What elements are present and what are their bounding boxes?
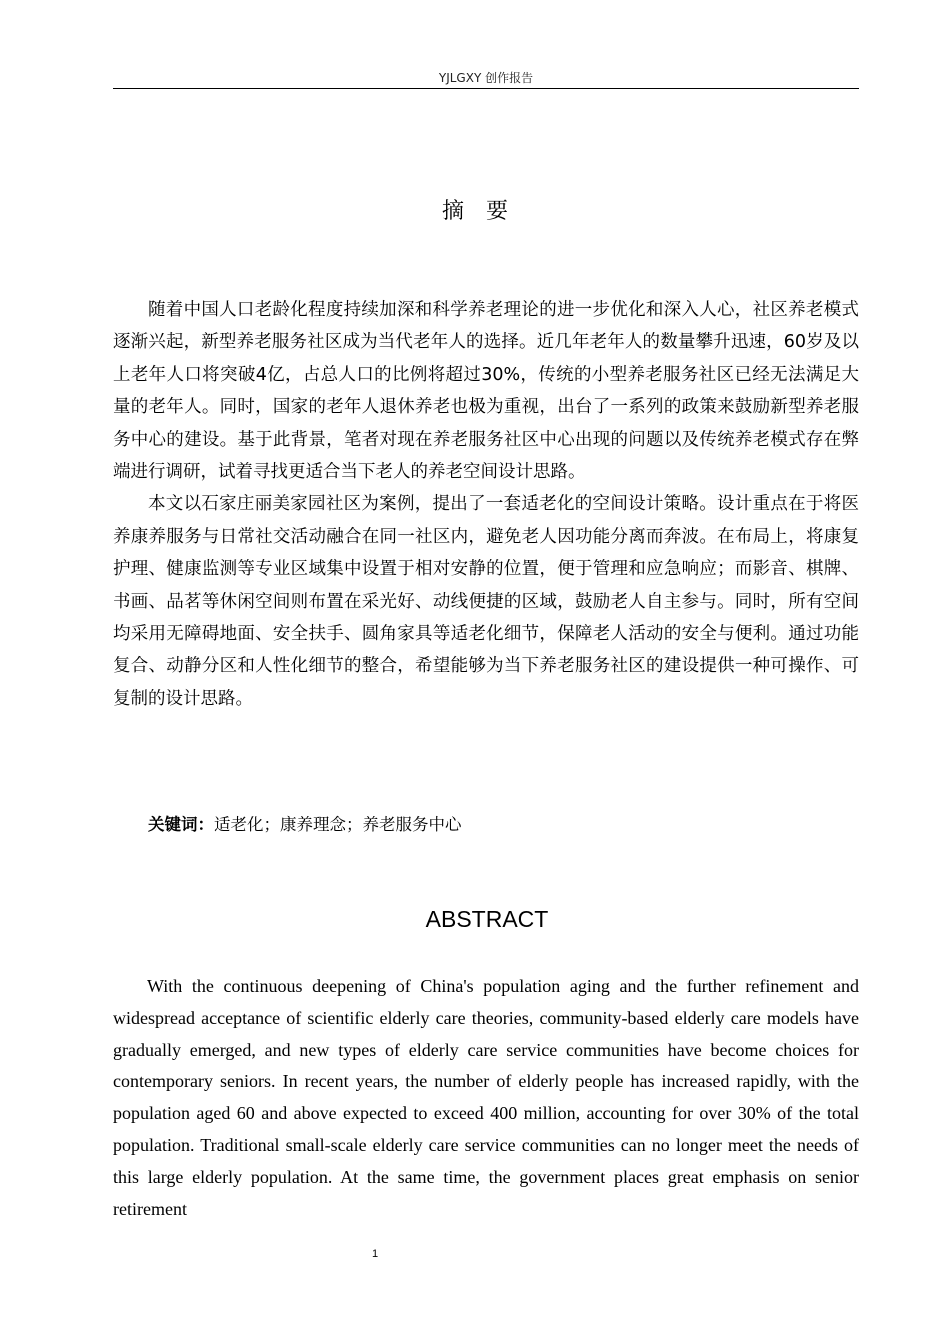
abstract-cn-paragraph-2: 本文以石家庄丽美家园社区为案例，提出了一套适老化的空间设计策略。设计重点在于将医养康养服务与日常社交活动融合在同一社区内，避免老人因功能分离而奔波。在布局上，将康复护理、健康监测等专业区域集中设置于相对安静的位置，便于管理和应急响应；而影音、棋牌、书画、品茗等休闲空间则布置在采光好、动线便捷的区域，鼓励老人自主参与。同时，所有空间均采用无障碍地面、安全扶手、圆角家具等适老化细节，保障老人活动的安全与便利。通过功能复合、动静分区和人性化细节的整合，希望能够为当下养老服务社区的建设提供一种可操作、可复制的设计思路。: [113, 494, 859, 709]
page-number: 1: [371, 1248, 379, 1260]
abstract-en-title: ABSTRACT: [425, 906, 549, 932]
abstract-cn-body: [113, 294, 859, 715]
keywords-text: 适老化；康养理念；养老服务中心: [214, 815, 462, 834]
abstract-cn-title: 摘 要: [441, 199, 508, 224]
keywords-line: [148, 812, 462, 838]
abstract-cn-paragraph-1: 随着中国人口老龄化程度持续加深和科学养老理论的进一步优化和深入人心，社区养老模式逐渐兴起，新型养老服务社区成为当代老年人的选择。近几年老年人的数量攀升迅速，60岁及以上老年人口将突破4亿，占总人口的比例将超过30%，传统的小型养老服务社区已经无法满足大量的老年人。同时，国家的老年人退休养老也极为重视，出台了一系列的政策来鼓励新型养老服务中心的建设。基于此背景，笔者对现在养老服务社区中心出现的问题以及传统养老模式存在弊端进行调研，试着寻找更适合当下老人的养老空间设计思路。: [113, 300, 859, 483]
abstract-en-paragraph: With the continuous deepening of China's population aging and the further refinement and widespread acceptance of scientific elderly care theories, community-based elderly care models have gradually emerged, and new types of elderly care service communities have become choices for contemporary seniors. In recent years, the number of elderly people has increased rapidly, with the population aged 60 and above expected to exceed 400 million, accounting for over 30% of the total population. Traditional small-scale elderly care service communities can no longer meet the needs of this large elderly population. At the same time, the government places great emphasis on senior retirement: [113, 976, 859, 1219]
abstract-en-body: [113, 971, 859, 1225]
page-header: YJLGXY 创作报告: [113, 68, 859, 89]
keywords-label: 关键词：: [148, 815, 214, 834]
